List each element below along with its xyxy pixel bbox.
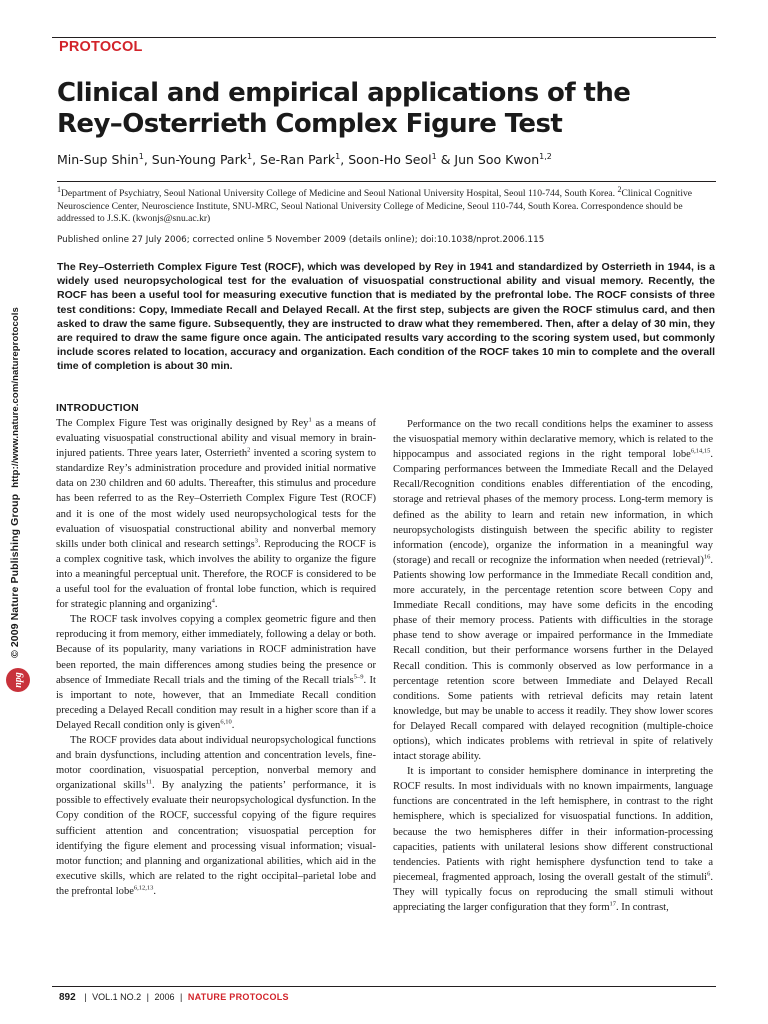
- affiliation-2: Clinical Cognitive Neuroscience Center, Neuroscience Institute, SNU-MRC, Seoul National University College of Medicine, Seoul 110-744, South Korea. Correspondence should be addressed to J.S.K. (kwonjs@snu.ac.kr): [57, 188, 693, 225]
- left-column-body: [56, 416, 376, 899]
- citation-superscript: 16: [703, 553, 711, 561]
- author-name: Sun-Young Park: [151, 152, 247, 168]
- citation-superscript: 6,10: [220, 718, 232, 726]
- citation-superscript: 6,14,15: [690, 447, 711, 455]
- footer-separator: |: [146, 992, 149, 1002]
- abstract: The Rey–Osterrieth Complex Figure Test (ROCF), which was developed by Rey in 1941 and standardized by Osterrieth in 1944, is a widely used neuropsychological test for the evaluation of visuospatial constructional ability and visual memory. Recently, the ROCF has been a useful tool for measuring executive function that is mediated by the prefrontal lobe. The ROCF consists of three test conditions: Copy, Immediate Recall and Delayed Recall. At the first step, subjects are given the ROCF stimulus card, and then asked to draw the same figure. Subsequently, they are instructed to draw what they remembered. Then, after a delay of 30 min, they are required to draw the same figure once again. The anticipated results vary according to the scoring system used, but commonly include scores related to location, accuracy and organization. Each condition of the ROCF takes 10 min to complete and the overall time of completion is about 30 min.: [57, 261, 715, 373]
- body-paragraph: The Complex Figure Test was originally designed by Rey$^1$ as a means of evaluating visuospatial constructional ability and visual memory in brain-injured patients. Three years later, Osterrieth$^2$ invented a scoring system to standardize Rey’s administration procedure and provided initial normative data on 230 children and 60 adults. Thereafter, this stimulus and procedure has been referred to as the Rey–Osterrieth Complex Figure Test (ROCF) and it is one of the most widely used neuropsychological tests for the evaluation of visuospatial constructional ability and nonverbal memory skills under both clinical and research settings$^3$. Reproducing the ROCF is a complex cognitive task, which involves the ability to organize the figure into a meaningful perceptual unit. Therefore, the ROCF is considered to be a useful tool for the evaluation of frontal lobe function, which is required for strategic planning and organizing$^4$.: [56, 416, 377, 611]
- author-affiliation-mark: 1,2: [539, 152, 552, 161]
- affiliations: [57, 184, 713, 226]
- citation-superscript: 17: [609, 900, 617, 908]
- page-number: 892: [59, 992, 76, 1003]
- citation-superscript: 2: [247, 446, 251, 454]
- footer-separator: |: [180, 992, 183, 1002]
- author-name: Min-Sup Shin: [57, 152, 139, 168]
- article-title: Clinical and empirical applications of the Rey–Osterrieth Complex Figure Test: [57, 78, 631, 139]
- citation-superscript: 6: [707, 870, 711, 878]
- author-affiliation-mark: 1: [138, 152, 144, 161]
- affiliation-mark: 2: [617, 185, 622, 194]
- top-rule: [52, 37, 716, 38]
- body-paragraph: The ROCF provides data about individual neuropsychological functions and brain dysfunctions, including attention and concentration levels, fine-motor coordination, visuospatial perception, nonverbal memory and organizational skills$^{11}$. By analyzing the patients’ performance, it is possible to effectively evaluate their neuropsychological dysfunction. In the Copy condition of the ROCF, successful copying of the figure requires sufficient attention and concentration; visuospatial perception for identifying the figure element and processing visual information; visual-motor function; and planning and organizational abilities, which aid in the executive skills, which are related to the right occipital–parietal lobe and the prefrontal lobe$^{6,12,13}$.: [56, 734, 377, 897]
- affiliation-mark: 1: [57, 185, 61, 194]
- citation-superscript: 1: [308, 416, 312, 424]
- right-column-body: [393, 417, 713, 915]
- citation-superscript: 11: [145, 778, 152, 786]
- citation-superscript: 3: [254, 537, 259, 545]
- body-paragraph: It is important to consider hemisphere dominance in interpreting the ROCF results. In most individuals with no known impairments, language functions are concentrated in the left hemisphere, in contrast to the right hemisphere, which is specialized for visuospatial functions. In addition, because the two hemispheres differ in their information-processing capacities, patients with unilateral lesions show different constructional tendencies. Patients with right hemisphere dysfunction tend to take a piecemeal, fragmented approach, losing the overall gestalt of the stimuli$^6$. They will typically focus on reproducing the small stimuli without appreciating the larger configuration that they form$^{17}$. In contrast,: [393, 766, 713, 913]
- author-name: Se-Ran Park: [260, 152, 336, 168]
- author-list: Min-Sup Shin$^1$, Sun-Young Park$^1$, Se-Ran Park$^1$, Soon-Ho Seol$^1$ & Jun Soo Kwon$^{1,2}$: [57, 152, 552, 168]
- body-paragraph: The ROCF task involves copying a complex geometric figure and then reproducing it from memory, either immediately, following a delay or both. Because of its popularity, many variations in ROCF administration have been reported, the main differences among studies being the presence or absence of Immediate Recall trials and the timing of the Recall trials$^{5-9}$. It is important to note, however, that an Immediate Recall condition preceding a Delayed Recall condition may result in a higher score than if a Delayed Recall condition only is given$^{6,10}$.: [56, 614, 376, 731]
- npg-logo: npg: [6, 668, 30, 692]
- right-column: [393, 417, 713, 915]
- citation-superscript: 5–9: [353, 673, 364, 681]
- copyright-text: © 2009 Nature Publishing Group: [9, 493, 21, 658]
- left-column: [56, 401, 376, 899]
- author-affiliation-mark: 1: [246, 152, 253, 161]
- citation-superscript: 6,12,13: [133, 884, 154, 892]
- author-name: Jun Soo Kwon: [454, 152, 540, 168]
- author-affiliation-mark: 1: [335, 152, 341, 161]
- affiliation-rule: [57, 181, 716, 182]
- author-affiliation-mark: 1: [431, 152, 437, 161]
- copyright-sidebar: [9, 258, 29, 658]
- journal-name: NATURE PROTOCOLS: [187, 992, 289, 1002]
- footer-separator: |: [84, 992, 87, 1002]
- citation-superscript: 4: [211, 597, 215, 605]
- affiliation-1: Department of Psychiatry, Seoul National University College of Medicine and Seoul National University Hospital, Seoul 110-744, South Korea.: [61, 188, 616, 200]
- section-heading-introduction: INTRODUCTION: [56, 402, 139, 414]
- volume-issue: VOL.1 NO.2: [92, 992, 142, 1002]
- publication-info: Published online 27 July 2006; corrected online 5 November 2009 (details online); doi:10.1038/nprot.2006.115: [57, 235, 545, 245]
- section-tag: PROTOCOL: [59, 39, 143, 55]
- journal-url[interactable]: http://www.nature.com/natureprotocols: [10, 307, 21, 488]
- sidebar-text: [9, 307, 21, 658]
- body-paragraph: Performance on the two recall conditions helps the examiner to assess the visuospatial memory within declarative memory, which is related to the hippocampus and associated regions in the right temporal lobe$^{6,14,15}$. Comparing performances between the Immediate Recall and the Delayed Recall/Recognition conditions enables differentiation of the encoding, storage and retrieval phases of the memory process. Long-term memory is defined as the ability to learn and retain new information, in which neuropsychologists distinguish between the specific ability to register information (encode), organize the information in a meaningful way (storage) and recall or recognize the information when needed (retrieval)$^{16}$. Patients showing low performance in the Immediate Recall condition and, more accurately, in the percentage retention score between Copy and Immediate Recall conditions, may have some deficits in the encoding phase of their memory process. Patients with difficulties in the storage phase tend to show average or impaired performance in the Immediate Recall condition, but their performance worsens further in the Delayed Recall condition. This is commonly observed as low performance in a percentage retention score between Immediate and Delayed Recall conditions. Some patients with retrieval deficits may retain latent knowledge, but may be unable to access it readily. They show lower scores for Delayed Recall compared with delayed recognition (multiple-choice options), which indicates problems with retrieval in spite of relatively intact storage ability.: [393, 419, 713, 763]
- publication-year: 2006: [154, 992, 175, 1002]
- bottom-rule: [52, 986, 716, 987]
- page-footer: [59, 992, 289, 1003]
- author-name: Soon-Ho Seol: [348, 152, 432, 168]
